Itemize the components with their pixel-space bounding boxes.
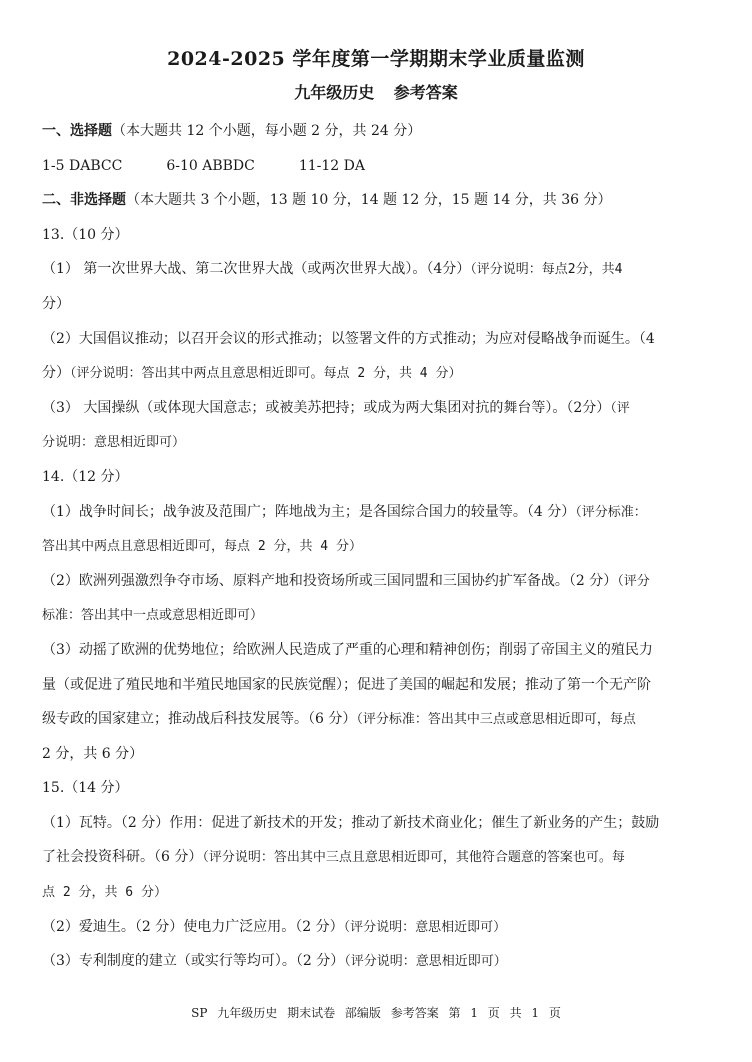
q15-line: （2）爱迪生。（2 分）使电力广泛应用。（2 分）（评分说明：意思相近即可） (42, 918, 507, 935)
q14-line: 级专政的国家建立；推动战后科技发展等。（6 分）（评分标准：答出其中三点或意思相近即可，每点 (42, 711, 636, 728)
answers-11-12: 11-12 DA (298, 157, 365, 174)
page-title: 2024-2025 学年度第一学期期末学业质量监测 (167, 48, 585, 70)
section1-heading-line (42, 114, 714, 149)
page-subtitle: 九年级历史 参考答案 (294, 83, 458, 102)
q13-line: 分说明：意思相近即可） (42, 435, 186, 451)
q15-line: （3）专利制度的建立（或实行等均可）。（2 分）（评分说明：意思相近即可） (42, 953, 507, 970)
q13-line: （3） 大国操纵（或体现大国意志；或被美苏把持；或成为两大集团对抗的舞台等）。（2分）（评 (42, 399, 630, 416)
q15-label: 15.（14 分） (42, 780, 129, 797)
section1-answers (42, 149, 714, 184)
q14-line: （3）动摇了欧洲的优势地位；给欧洲人民造成了严重的心理和精神创伤；削弱了帝国主义的殖民力 (42, 641, 653, 658)
q15-line: 了社会投资科研。（6 分）（评分说明：答出其中三点且意思相近即可，其他符合题意的答案也可。每 (42, 849, 625, 866)
section1-heading: 一、选择题 (42, 123, 112, 139)
section2-heading-note: （本大题共 3 个小题，13 题 10 分，14 题 12 分，15 题 14 分，共 36 分） (126, 192, 612, 209)
q14-line: （1）战争时间长；战争波及范围广；阵地战为主；是各国综合国力的较量等。（4 分）（评分标准： (42, 503, 647, 520)
section1-heading-note: （本大题共 12 个小题，每小题 2 分，共 24 分） (112, 123, 422, 139)
q15-line: 点 2 分，共 6 分） (42, 885, 167, 901)
page-footer: SP 九年级历史 期末试卷 部编版 参考答案 第 1 页 共 1 页 (191, 1006, 561, 1020)
q14-label: 14.（12 分） (42, 468, 129, 485)
answer-content (42, 114, 714, 979)
q13-line: （1） 第一次世界大战、第二次世界大战（或两次世界大战）。（4分）（评分说明：每点2分，共4 (42, 261, 623, 278)
q13-line: 分）（评分说明：答出其中两点且意思相近即可。每点 2 分，共 4 分） (42, 365, 462, 382)
q14-line: 标准：答出其中一点或意思相近即可） (42, 608, 264, 624)
q14-line: （2）欧洲列强激烈争夺市场、原料产地和投资场所或三国同盟和三国协约扩军备战。（2 分）（评分 (42, 572, 650, 589)
answers-6-10: 6-10 ABBDC (166, 157, 255, 174)
q14-line: 答出其中两点且意思相近即可，每点 2 分，共 4 分） (42, 539, 362, 555)
q14-line: 2 分，共 6 分） (42, 745, 144, 762)
q13-line: （2）大国倡议推动；以召开会议的形式推动；以签署文件的方式推动；为应对侵略战争而诞生。（4 (42, 330, 655, 347)
q15-line: （1）瓦特。（2 分）作用：促进了新技术的开发；推动了新技术商业化；催生了新业务的产生；鼓励 (42, 814, 660, 831)
q14-line: 量（或促进了殖民地和半殖民地国家的民族觉醒）；促进了美国的崛起和发展；推动了第一个无产阶 (42, 676, 651, 693)
section2-heading-line (42, 183, 714, 218)
answers-1-5: 1-5 DABCC (42, 157, 123, 174)
q13-label: 13.（10 分） (42, 226, 129, 243)
q13-line: 分） (42, 295, 70, 312)
section2-heading: 二、非选择题 (42, 192, 126, 209)
